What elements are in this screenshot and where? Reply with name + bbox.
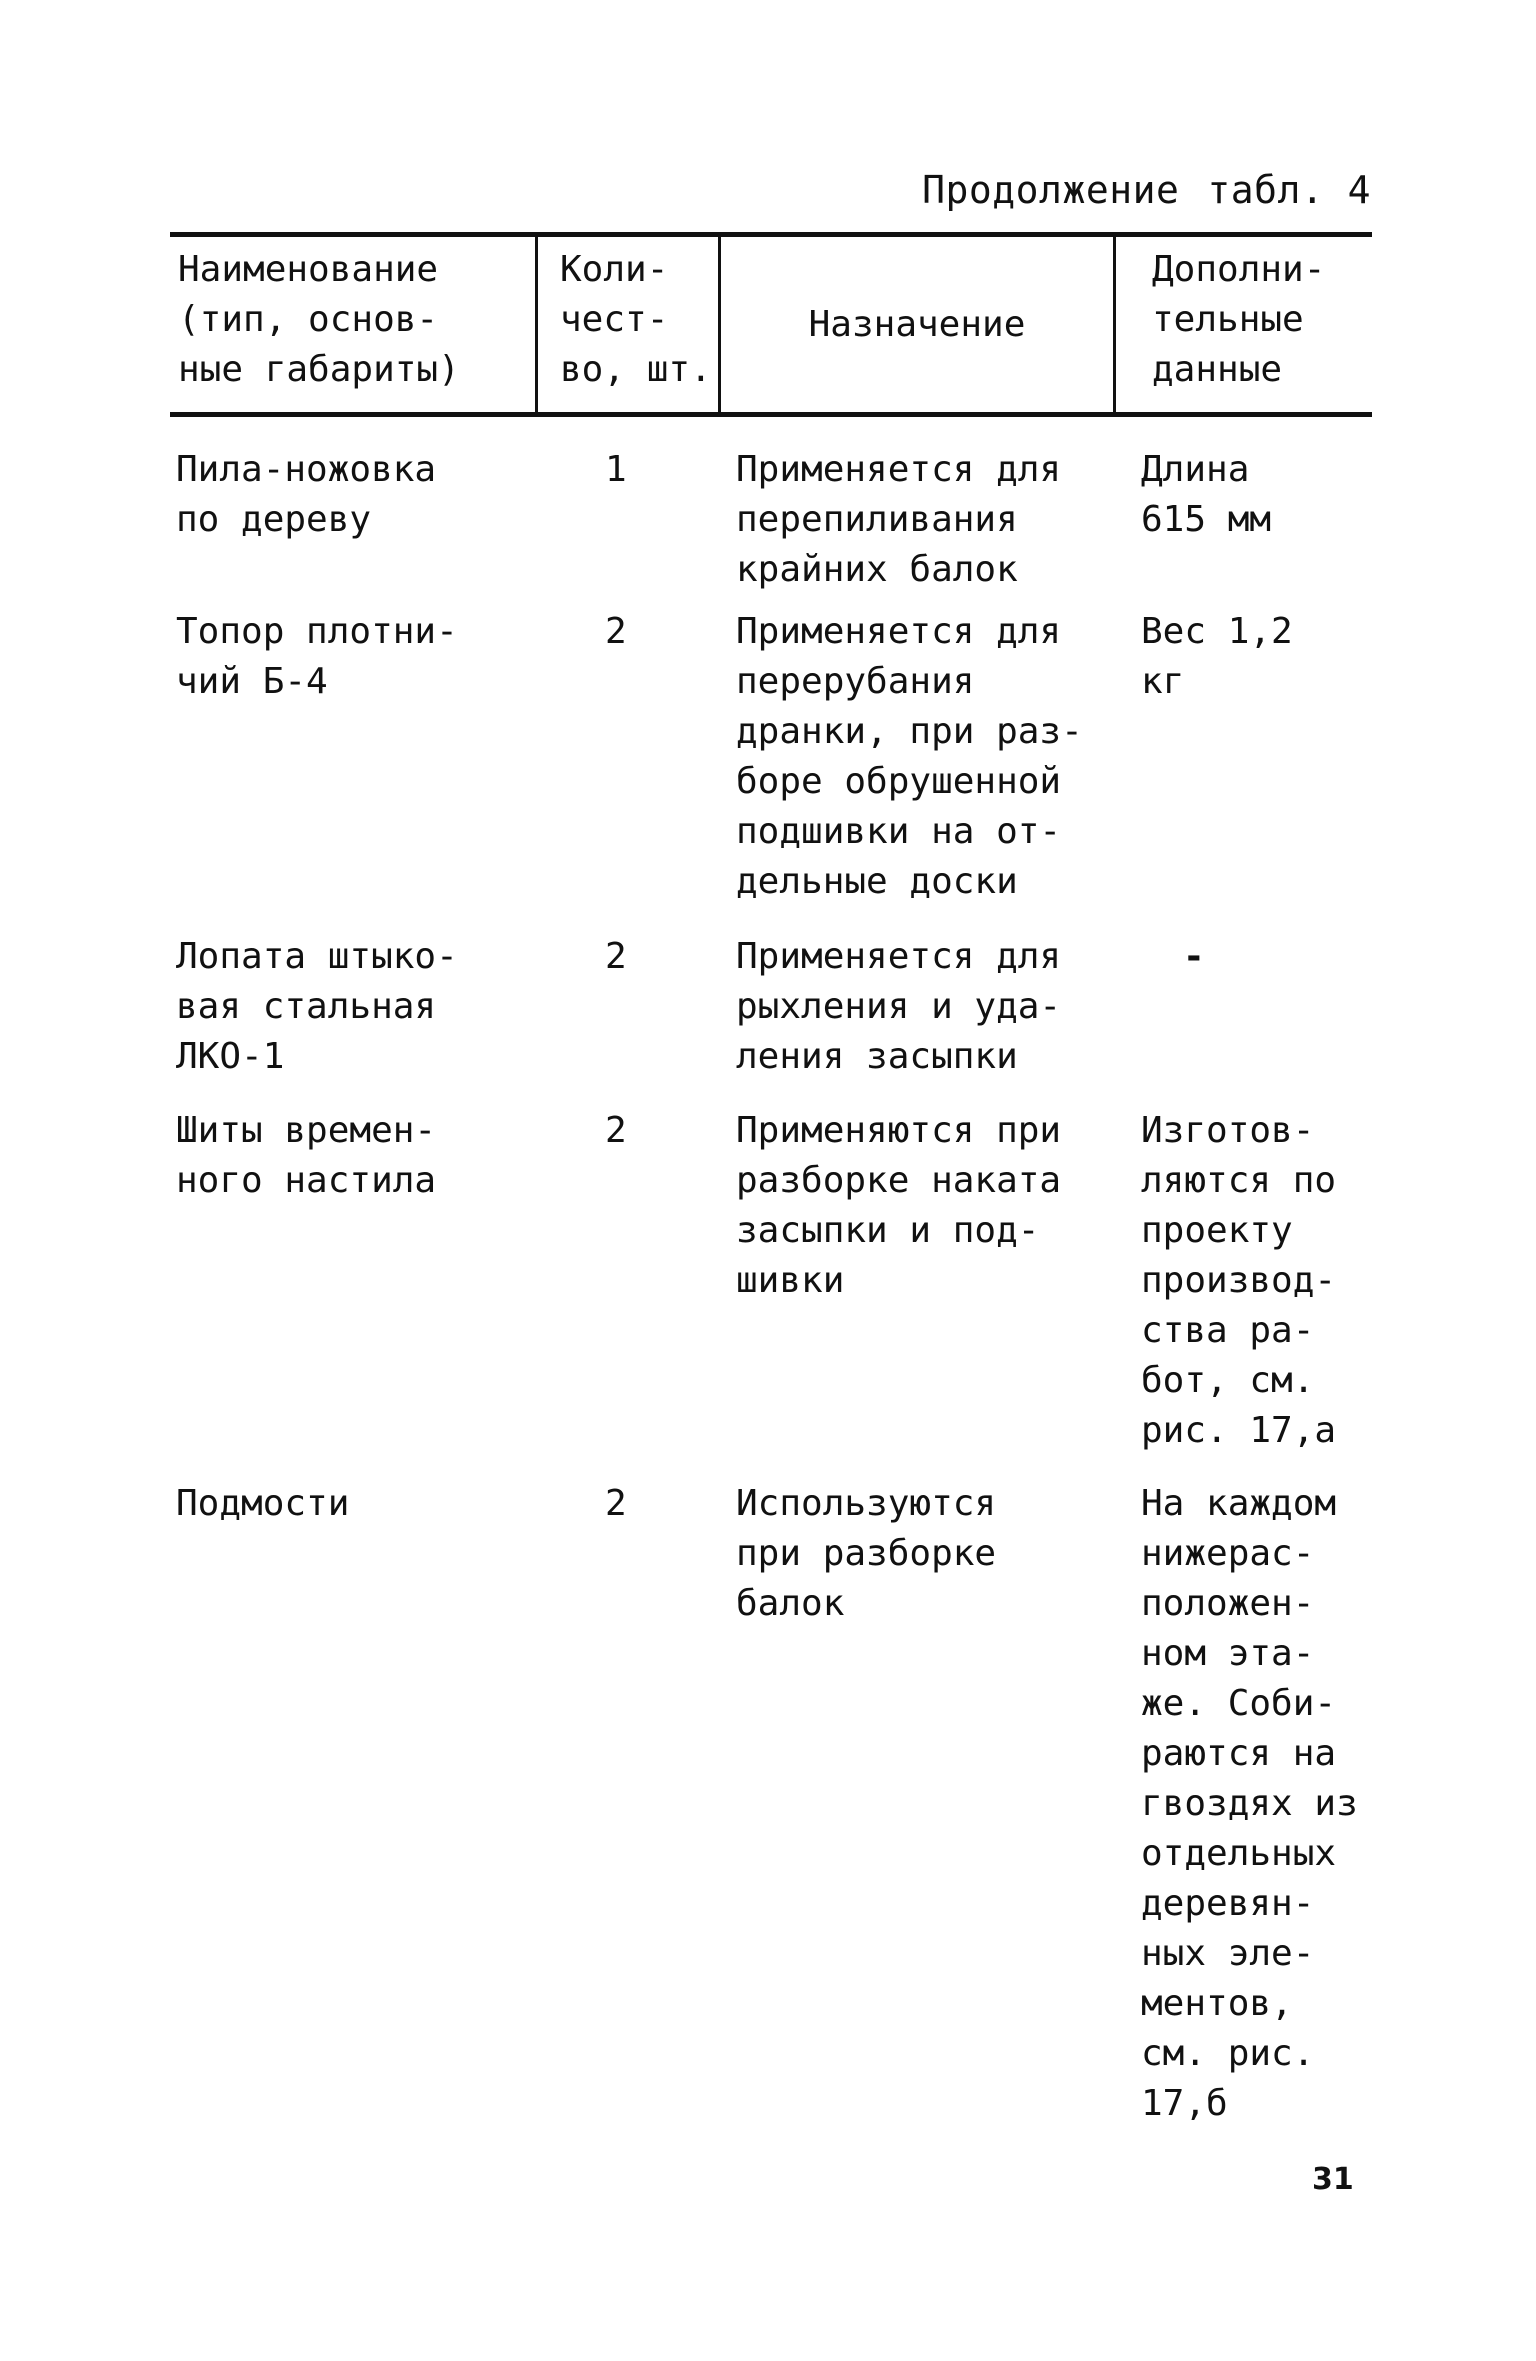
row-name: Топор плотни- чий Б-4 [176, 611, 458, 702]
row-purpose: Применяется для перерубания дранки, при раз- боре обрушенной подшивки на от- дельные доски [736, 611, 1083, 902]
row-purpose: Применяется для перепиливания крайних балок [736, 449, 1062, 590]
row-extra: Длина 615 мм [1141, 449, 1272, 540]
row-name: Подмости [176, 1483, 350, 1524]
row-purpose: Используются при разборке балок [736, 1483, 997, 1624]
table-caption [922, 168, 1371, 212]
header-extra: Дополни- тельные данные [1113, 237, 1372, 412]
row-extra: - [1183, 936, 1205, 977]
row-purpose: Применяются при разборке наката засыпки и под- шивки [736, 1110, 1062, 1301]
table-header [170, 237, 1372, 412]
row-extra: Вес 1,2 кг [1141, 611, 1293, 702]
row-name: Лопата штыко- вая стальная ЛКО-1 [176, 936, 458, 1077]
row-qty: 2 [605, 611, 627, 652]
table-row [170, 607, 1372, 932]
table-body [170, 417, 1372, 2129]
table-row [170, 932, 1372, 1106]
row-qty: 2 [605, 1483, 627, 1524]
caption-continuation: Продолжение [922, 168, 1180, 212]
row-qty: 2 [605, 936, 627, 977]
row-extra: Изготов- ляются по проекту производ- ства ра- бот, см. рис. 17,а [1141, 1110, 1337, 1451]
header-purpose-label: Назначение [808, 303, 1026, 345]
header-purpose [718, 237, 1113, 412]
row-extra: На каждом нижерас- положен- ном эта- же. Соби- раются на гвоздях из отдельных деревян- ных эле- ментов, см. рис. 17,б [1141, 1483, 1358, 2124]
row-qty: 2 [605, 1110, 627, 1151]
table-row [170, 417, 1372, 607]
table-row [170, 1106, 1372, 1479]
header-quantity: Коли- чест- во, шт. [535, 237, 718, 412]
header-name: Наименование (тип, основ- ные габариты) [178, 249, 460, 390]
row-name: Шиты времен- ного настила [176, 1110, 437, 1201]
row-purpose: Применяется для рыхления и уда- ления засыпки [736, 936, 1062, 1077]
tools-table [170, 232, 1372, 2129]
table-row [170, 1479, 1372, 2129]
caption-table-ref: табл. 4 [1207, 168, 1371, 212]
row-qty: 1 [605, 449, 627, 490]
page-number: 31 [1312, 2162, 1354, 2197]
row-name: Пила-ножовка по дереву [176, 449, 437, 540]
